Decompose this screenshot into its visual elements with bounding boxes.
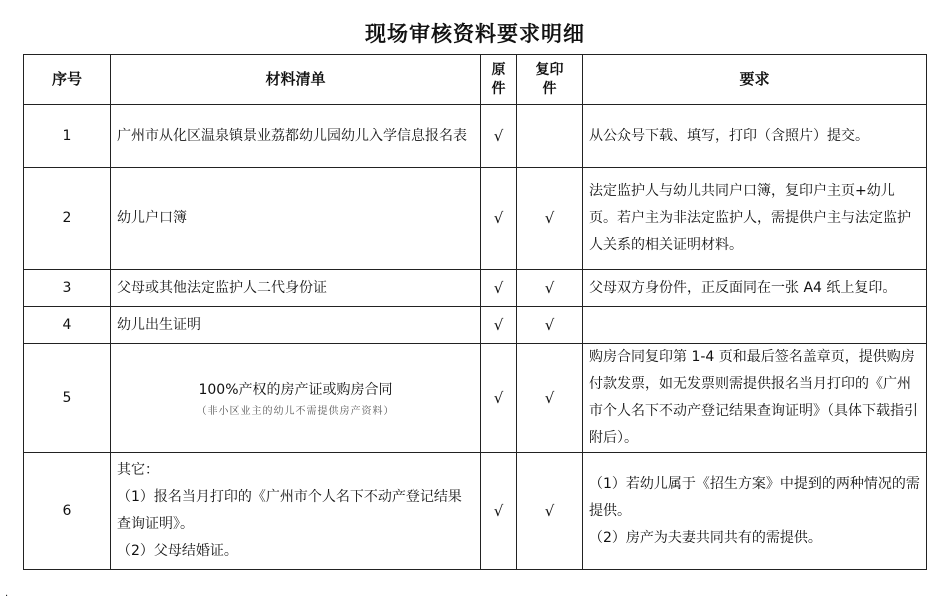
row-no: 6 — [24, 453, 111, 570]
row-requirement: 父母双方身份件，正反面同在一张 A4 纸上复印。 — [583, 270, 927, 307]
header-original — [481, 55, 517, 105]
copy-check-mark: √ — [517, 307, 583, 344]
table-header-row — [24, 55, 927, 105]
table-row — [24, 344, 927, 453]
row-requirement-line: （1）若幼儿属于《招生方案》中提到的两种情况的需提供。 — [589, 475, 920, 519]
copy-check-empty — [517, 105, 583, 168]
row-no: 1 — [24, 105, 111, 168]
header-requirement: 要求 — [583, 55, 927, 105]
table-row — [24, 270, 927, 307]
row-material — [111, 344, 481, 453]
row-no: 3 — [24, 270, 111, 307]
copy-check-mark: √ — [517, 344, 583, 453]
row-material-line: 其它： — [117, 462, 159, 478]
row-requirement — [583, 307, 927, 344]
header-material: 材料清单 — [111, 55, 481, 105]
copy-check-mark: √ — [517, 453, 583, 570]
original-check-mark: √ — [481, 344, 517, 453]
header-original-line2: 件 — [491, 80, 506, 97]
row-material: 幼儿户口簿 — [111, 168, 481, 270]
row-requirement — [583, 453, 927, 570]
header-no: 序号 — [24, 55, 111, 105]
original-check-mark: √ — [481, 270, 517, 307]
original-check-mark: √ — [481, 168, 517, 270]
header-original-line1: 原 — [491, 61, 506, 78]
copy-check-mark: √ — [517, 168, 583, 270]
row-no: 5 — [24, 344, 111, 453]
row-requirement: 购房合同复印第 1-4 页和最后签名盖章页，提供购房付款发票，如无发票则需提供报名当月打印的《广州市个人名下不动产登记结果查询证明》（具体下载指引附后）。 — [583, 344, 927, 453]
row-material: 父母或其他法定监护人二代身份证 — [111, 270, 481, 307]
row-no: 4 — [24, 307, 111, 344]
row-material-line: （1）报名当月打印的《广州市个人名下不动产登记结果查询证明》。 — [117, 489, 462, 532]
table-row — [24, 105, 927, 168]
row-material — [111, 453, 481, 570]
original-check-mark: √ — [481, 307, 517, 344]
row-material: 幼儿出生证明 — [111, 307, 481, 344]
original-check-mark: √ — [481, 453, 517, 570]
requirements-table — [23, 54, 927, 570]
original-check-mark: √ — [481, 105, 517, 168]
row-material-main: 100%产权的房产证或购房合同 — [198, 381, 393, 398]
footer-mark: . — [5, 588, 9, 599]
document-title: 现场审核资料要求明细 — [365, 21, 585, 46]
row-requirement: 法定监护人与幼儿共同户口簿，复印户主页+幼儿页。若户主为非法定监护人，需提供户主与法定监护人关系的相关证明材料。 — [583, 168, 927, 270]
row-material-line: （2）父母结婚证。 — [117, 543, 238, 559]
table-row — [24, 453, 927, 570]
table-row — [24, 168, 927, 270]
header-copy-line2: 件 — [542, 80, 557, 97]
header-copy — [517, 55, 583, 105]
row-material: 广州市从化区温泉镇景业荔都幼儿园幼儿入学信息报名表 — [111, 105, 481, 168]
copy-check-mark: √ — [517, 270, 583, 307]
row-material-note: （非小区业主的幼儿不需提供房产资料） — [196, 405, 395, 417]
row-requirement-line: （2）房产为夫妻共同共有的需提供。 — [589, 529, 822, 546]
row-no: 2 — [24, 168, 111, 270]
header-copy-line1: 复印 — [535, 61, 564, 78]
row-requirement: 从公众号下载、填写，打印（含照片）提交。 — [583, 105, 927, 168]
table-row — [24, 307, 927, 344]
